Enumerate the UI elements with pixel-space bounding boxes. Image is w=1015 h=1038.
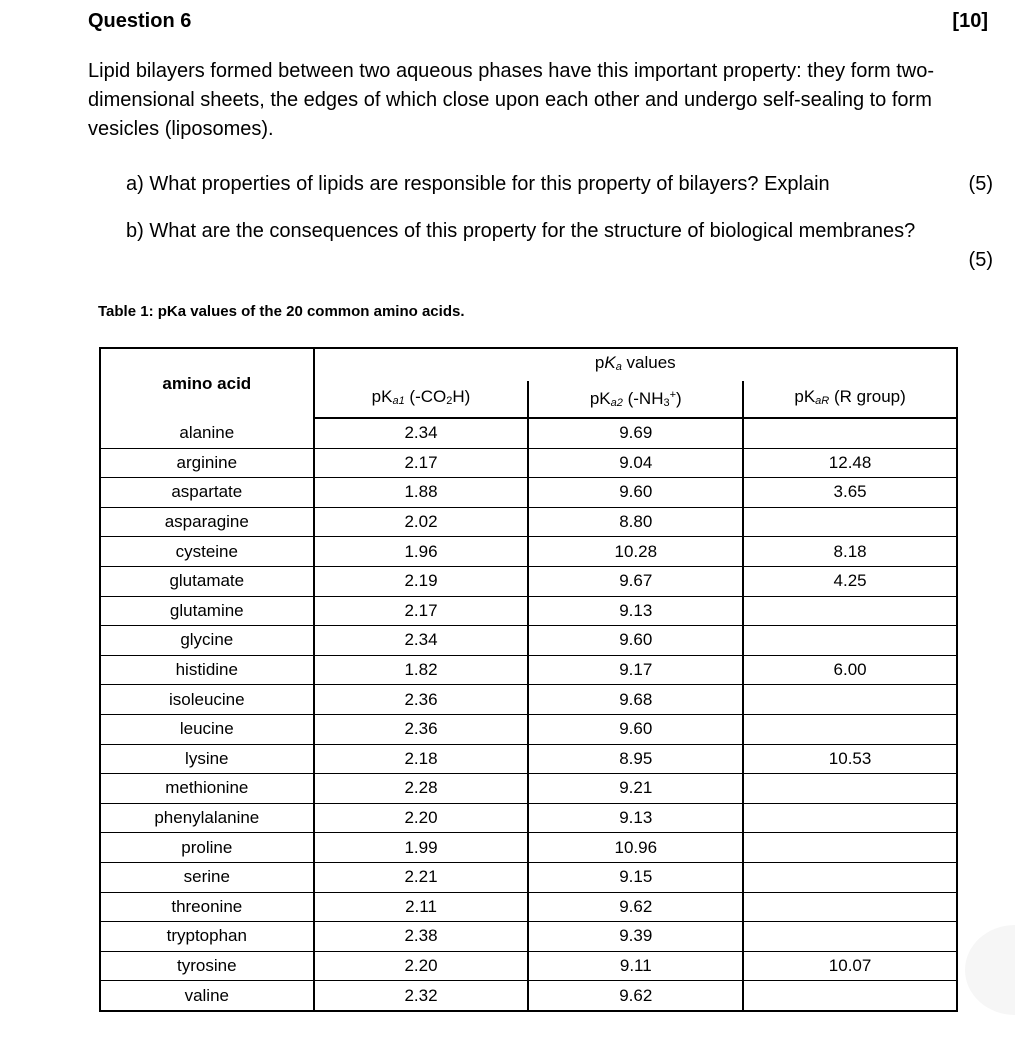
cell-amino-acid: leucine bbox=[100, 714, 314, 744]
cell-pkar bbox=[743, 714, 957, 744]
cell-amino-acid: serine bbox=[100, 862, 314, 892]
cell-pka1: 2.18 bbox=[314, 744, 529, 774]
cell-pka1: 2.28 bbox=[314, 774, 529, 804]
cell-pka1: 2.38 bbox=[314, 922, 529, 952]
cell-pka1: 2.36 bbox=[314, 714, 529, 744]
cell-pkar bbox=[743, 596, 957, 626]
cell-pka2: 9.11 bbox=[528, 951, 743, 981]
header-pka1: pKa1 (-CO2H) bbox=[314, 381, 529, 418]
cell-pka1: 2.34 bbox=[314, 418, 529, 448]
cell-pkar: 12.48 bbox=[743, 448, 957, 478]
cell-pka1: 2.21 bbox=[314, 862, 529, 892]
cell-amino-acid: arginine bbox=[100, 448, 314, 478]
cell-pkar bbox=[743, 922, 957, 952]
cell-pka2: 9.69 bbox=[528, 418, 743, 448]
cell-amino-acid: glycine bbox=[100, 626, 314, 656]
cell-pka2: 10.28 bbox=[528, 537, 743, 567]
cell-pkar bbox=[743, 418, 957, 448]
cell-amino-acid: phenylalanine bbox=[100, 803, 314, 833]
cell-pka1: 2.20 bbox=[314, 803, 529, 833]
table-row bbox=[100, 448, 957, 478]
cell-pka1: 2.32 bbox=[314, 981, 529, 1011]
cell-pka2: 9.60 bbox=[528, 626, 743, 656]
cell-pka2: 9.15 bbox=[528, 862, 743, 892]
pka-table bbox=[99, 347, 958, 1012]
cell-pka2: 9.67 bbox=[528, 566, 743, 596]
cell-pkar bbox=[743, 892, 957, 922]
question-intro: Lipid bilayers formed between two aqueous phases have this important property: they form two-dimensional sheets, the edges of which close upon each other and undergo self-sealing to form vesicles (liposomes). bbox=[88, 60, 934, 140]
table-row bbox=[100, 626, 957, 656]
table-row bbox=[100, 892, 957, 922]
cell-pka1: 1.99 bbox=[314, 833, 529, 863]
table-row bbox=[100, 714, 957, 744]
cell-pka2: 8.80 bbox=[528, 507, 743, 537]
header-pka-values: pKa values bbox=[314, 348, 957, 381]
cell-pkar: 6.00 bbox=[743, 655, 957, 685]
cell-pka1: 2.11 bbox=[314, 892, 529, 922]
cell-pkar: 3.65 bbox=[743, 478, 957, 508]
table-row bbox=[100, 566, 957, 596]
cell-pkar bbox=[743, 833, 957, 863]
part-a-marks: (5) bbox=[968, 173, 993, 195]
cell-pkar: 8.18 bbox=[743, 537, 957, 567]
cell-pka2: 9.60 bbox=[528, 478, 743, 508]
cell-pkar bbox=[743, 507, 957, 537]
cell-amino-acid: alanine bbox=[100, 418, 314, 448]
cell-amino-acid: isoleucine bbox=[100, 685, 314, 715]
cell-pka2: 9.68 bbox=[528, 685, 743, 715]
cell-pkar bbox=[743, 774, 957, 804]
table-row bbox=[100, 981, 957, 1011]
table-row bbox=[100, 537, 957, 567]
cell-amino-acid: tryptophan bbox=[100, 922, 314, 952]
question-title: Question 6 bbox=[88, 10, 192, 32]
cell-amino-acid: methionine bbox=[100, 774, 314, 804]
cell-pkar: 10.53 bbox=[743, 744, 957, 774]
table-row bbox=[100, 922, 957, 952]
cell-pka2: 9.13 bbox=[528, 596, 743, 626]
cell-amino-acid: threonine bbox=[100, 892, 314, 922]
cell-pkar bbox=[743, 803, 957, 833]
background-shape bbox=[965, 925, 1015, 1015]
table-row bbox=[100, 478, 957, 508]
table-row bbox=[100, 744, 957, 774]
cell-pka1: 1.82 bbox=[314, 655, 529, 685]
cell-pka1: 2.34 bbox=[314, 626, 529, 656]
cell-amino-acid: histidine bbox=[100, 655, 314, 685]
cell-pka1: 1.96 bbox=[314, 537, 529, 567]
cell-pka2: 10.96 bbox=[528, 833, 743, 863]
cell-pka2: 9.60 bbox=[528, 714, 743, 744]
header-pka2: pKa2 (-NH3+) bbox=[528, 381, 743, 418]
cell-amino-acid: asparagine bbox=[100, 507, 314, 537]
table-row bbox=[100, 803, 957, 833]
table-row bbox=[100, 685, 957, 715]
cell-pkar: 10.07 bbox=[743, 951, 957, 981]
cell-pka1: 2.36 bbox=[314, 685, 529, 715]
table-row bbox=[100, 507, 957, 537]
cell-amino-acid: cysteine bbox=[100, 537, 314, 567]
cell-amino-acid: valine bbox=[100, 981, 314, 1011]
table-row bbox=[100, 655, 957, 685]
cell-pka1: 1.88 bbox=[314, 478, 529, 508]
cell-amino-acid: glutamate bbox=[100, 566, 314, 596]
cell-pka2: 9.17 bbox=[528, 655, 743, 685]
table-caption: Table 1: pKa values of the 20 common amino acids. bbox=[98, 303, 465, 320]
cell-pka1: 2.02 bbox=[314, 507, 529, 537]
header-pkar: pKaR (R group) bbox=[743, 381, 957, 418]
cell-pka1: 2.17 bbox=[314, 596, 529, 626]
cell-pka2: 9.62 bbox=[528, 892, 743, 922]
table-row bbox=[100, 951, 957, 981]
cell-pka1: 2.17 bbox=[314, 448, 529, 478]
cell-pka2: 9.62 bbox=[528, 981, 743, 1011]
cell-pka2: 8.95 bbox=[528, 744, 743, 774]
cell-amino-acid: proline bbox=[100, 833, 314, 863]
cell-pkar: 4.25 bbox=[743, 566, 957, 596]
cell-pka2: 9.04 bbox=[528, 448, 743, 478]
cell-amino-acid: glutamine bbox=[100, 596, 314, 626]
pka-table-body bbox=[100, 418, 957, 1011]
cell-pka2: 9.21 bbox=[528, 774, 743, 804]
cell-pkar bbox=[743, 862, 957, 892]
part-b-marks: (5) bbox=[968, 249, 993, 271]
table-row bbox=[100, 596, 957, 626]
cell-amino-acid: tyrosine bbox=[100, 951, 314, 981]
cell-amino-acid: lysine bbox=[100, 744, 314, 774]
cell-pka1: 2.20 bbox=[314, 951, 529, 981]
cell-pka2: 9.39 bbox=[528, 922, 743, 952]
part-b-text: b) What are the consequences of this property for the structure of biological membranes? bbox=[126, 220, 916, 242]
cell-amino-acid: aspartate bbox=[100, 478, 314, 508]
table-row bbox=[100, 833, 957, 863]
header-amino-acid: amino acid bbox=[100, 348, 314, 418]
question-total-marks: [10] bbox=[952, 10, 988, 32]
cell-pkar bbox=[743, 685, 957, 715]
part-a-text: a) What properties of lipids are responsible for this property of bilayers? Explain bbox=[126, 173, 830, 195]
table-row bbox=[100, 418, 957, 448]
cell-pkar bbox=[743, 981, 957, 1011]
table-row bbox=[100, 862, 957, 892]
cell-pka2: 9.13 bbox=[528, 803, 743, 833]
cell-pkar bbox=[743, 626, 957, 656]
cell-pka1: 2.19 bbox=[314, 566, 529, 596]
table-row bbox=[100, 774, 957, 804]
